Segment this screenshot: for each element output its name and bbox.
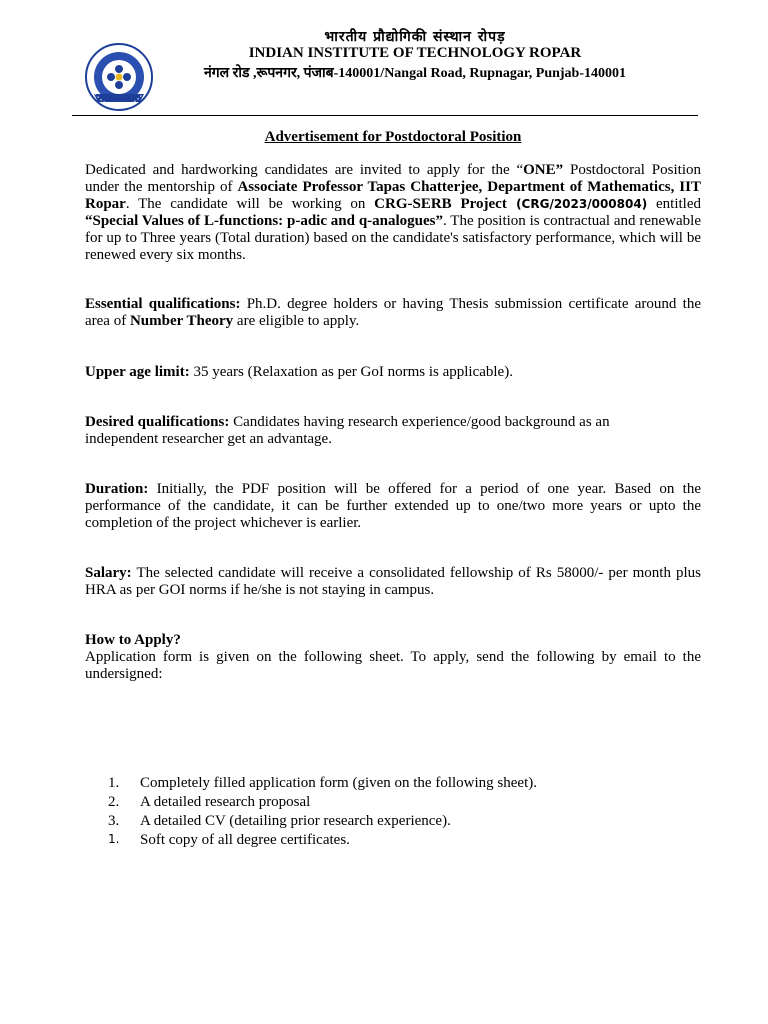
intro-text-5: . The position is contractual and renewable for up to Three years (Total duration) based on the candidate's satisfactory performance, which will be renewed every six months. [85, 213, 701, 263]
list-item-text: Soft copy of all degree certificates. [140, 832, 350, 848]
essential-text-1: Ph.D. degree holders or having Thesis submission certificate around the area of [85, 296, 701, 329]
institute-name: INDIAN INSTITUTE OF TECHNOLOGY ROPAR [248, 45, 582, 61]
upper-age-limit [85, 364, 701, 381]
age-label: Upper age limit: [85, 364, 190, 380]
institute-address: नंगल रोड ,रूपनगर, पंजाब-140001/Nangal Road, Rupnagar, Punjab-140001 [203, 66, 627, 81]
how-to-apply [85, 632, 701, 683]
duration-text: Initially, the PDF position will be offered for a period of one year. Based on the performance of the candidate, it can be further extended up to one/two more years or upto the completion of the project whichever is earlier. [85, 481, 701, 531]
institute-name-hindi: भारतीय प्रौद्योगिकी संस्थान रोपड़ [324, 29, 506, 45]
duration-label: Duration: [85, 481, 149, 497]
apply-heading: How to Apply? [85, 632, 181, 648]
essential-text-2: are eligible to apply. [233, 313, 360, 329]
salary-text: The selected candidate will receive a consolidated fellowship of Rs 58000/- per month plus HRA as per GOI norms if he/she is not staying in campus. [85, 565, 701, 598]
intro-text-1: Dedicated and hardworking candidates are invited to apply for the “ [85, 162, 524, 178]
intro-project-title: “Special Values of L-functions: p-adic and q-analogues” [85, 213, 443, 229]
intro-project: CRG-SERB Project [374, 196, 507, 212]
intro-bold-one: ONE” [523, 162, 564, 178]
iit-ropar-logo-icon [84, 42, 154, 112]
intro-project-code: (CRG/2023/000804) [506, 197, 648, 211]
list-item-text: A detailed CV (detailing prior research experience). [140, 813, 451, 829]
essential-area: Number Theory [129, 313, 234, 329]
intro-text-4: entitled [647, 196, 701, 212]
intro-text-3: . The candidate will be working on [125, 196, 375, 212]
intro-mentor: Associate Professor Tapas Chatterjee, Department of Mathematics, IIT Ropar [85, 179, 701, 212]
salary-label: Salary: [85, 565, 132, 581]
intro-text-2: Postdoctoral Position under the mentorship of [85, 162, 701, 195]
list-item-number: 1. [108, 832, 120, 846]
duration-paragraph [85, 481, 701, 532]
salary-paragraph [85, 565, 701, 599]
intro-paragraph [85, 162, 701, 264]
desired-line-2: independent researcher get an advantage. [85, 431, 332, 447]
essential-label: Essential qualifications: [85, 296, 241, 312]
essential-qualifications [85, 296, 701, 330]
desired-qualifications [85, 414, 701, 448]
list-item-number: 2. [108, 794, 120, 810]
age-text: 35 years (Relaxation as per GoI norms is applicable). [189, 364, 513, 380]
list-item-number: 3. [108, 813, 120, 829]
page-title: Advertisement for Postdoctoral Position [264, 129, 522, 145]
list-item-number: 1. [108, 775, 120, 791]
desired-label: Desired qualifications: [85, 414, 230, 430]
desired-line-1: Candidates having research experience/good background as an [229, 414, 610, 430]
list-item-text: A detailed research proposal [140, 794, 311, 810]
header-divider [72, 115, 698, 116]
list-item-text: Completely filled application form (given on the following sheet). [140, 775, 537, 791]
apply-text: Application form is given on the following sheet. To apply, send the following by email to the undersigned: [85, 649, 701, 682]
